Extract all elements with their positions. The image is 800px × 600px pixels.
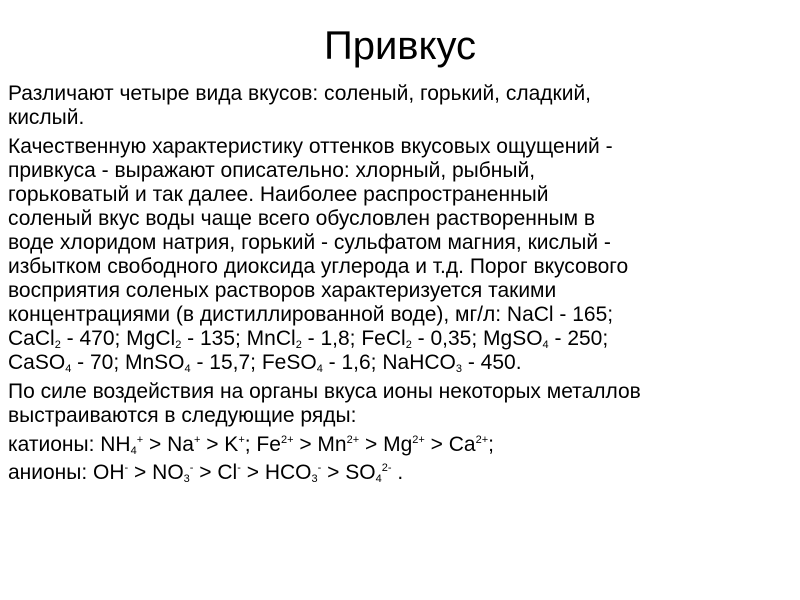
text-line: Качественную характеристику оттенков вкусовых ощущений - — [8, 135, 613, 158]
superscript: 2+ — [475, 434, 489, 446]
formula-text: - 1,8; FeCl — [301, 327, 406, 350]
formula-text: - 15,7; FeSO — [190, 351, 317, 374]
formula-text: > SO — [321, 461, 376, 484]
formula-text: ; Fe — [244, 433, 281, 456]
formula-text: ; — [488, 433, 494, 456]
superscript: + — [136, 434, 144, 446]
formula-text: - 250; — [548, 327, 609, 350]
superscript: - — [124, 462, 129, 474]
subscript: 3 — [183, 473, 190, 485]
slide-title: Привкус — [323, 24, 477, 68]
subscript: 4 — [184, 363, 191, 375]
subscript: 4 — [375, 473, 382, 485]
formula-text: - 70; MnSO — [71, 351, 185, 374]
superscript: + — [238, 434, 245, 446]
slide-body — [8, 82, 792, 489]
subscript: 3 — [311, 473, 318, 485]
formula-text: - 470; MgCl — [60, 327, 176, 350]
text-line: выстраиваются в следующие ряды: — [8, 404, 357, 427]
cations-series — [8, 433, 792, 457]
text-line: избытком свободного диоксида углерода и т.д. Порог вкусового — [8, 255, 629, 278]
formula-text: > NO — [128, 461, 184, 484]
formula-text: - 0,35; MgSO — [411, 327, 543, 350]
paragraph-ion-series — [8, 380, 792, 428]
subscript: 4 — [542, 339, 549, 351]
formula-text: . — [391, 461, 404, 484]
superscript: + — [193, 434, 201, 446]
superscript: - — [189, 462, 194, 474]
text-line: воде хлоридом натрия, горький - сульфатом магния, кислый - — [8, 231, 611, 254]
subscript: 4 — [130, 445, 137, 457]
superscript: 2+ — [280, 434, 294, 446]
text-line: горьковатый и так далее. Наиболее распространенный — [8, 183, 549, 206]
text-line: восприятия соленых растворов характеризуется такими — [8, 279, 557, 302]
formula-text: - 1,6; NaHCO — [322, 351, 456, 374]
superscript: - — [237, 462, 241, 474]
formula-text: > K — [200, 433, 239, 456]
text-line: привкуса - выражают описательно: хлорный, рыбный, — [8, 159, 536, 182]
anions-series — [8, 461, 792, 485]
subscript: 2 — [405, 339, 412, 351]
formula-text: > HCO — [240, 461, 312, 484]
formula-text: CaCl — [8, 327, 55, 350]
formula-line-sulfates — [8, 351, 792, 375]
text-line: Различают четыре вида вкусов: соленый, горький, сладкий, — [8, 82, 592, 105]
subscript: 4 — [65, 363, 72, 375]
formula-text: > Na — [143, 433, 194, 456]
paragraph-taste-types — [8, 82, 792, 130]
superscript: - — [317, 462, 322, 474]
formula-text: анионы: OH — [8, 461, 125, 484]
formula-text: CaSO — [8, 351, 66, 374]
formula-text: > Cl — [193, 461, 238, 484]
formula-text: > Mg — [359, 433, 413, 456]
formula-text: > Mn — [293, 433, 347, 456]
subscript: 4 — [316, 363, 323, 375]
formula-text: - 450. — [462, 351, 522, 374]
formula-text: катионы: NH — [8, 433, 131, 456]
text-line: По силе воздействия на органы вкуса ионы некоторых металлов — [8, 380, 641, 403]
formula-line-chlorides — [8, 327, 792, 351]
text-line: кислый. — [8, 106, 85, 129]
subscript: 2 — [295, 339, 302, 351]
formula-text: > Ca — [424, 433, 476, 456]
text-line: соленый вкус воды чаще всего обусловлен растворенным в — [8, 207, 595, 230]
subscript: 3 — [455, 363, 462, 375]
superscript: 2- — [381, 462, 392, 474]
superscript: 2+ — [346, 434, 360, 446]
paragraph-aftertaste-description — [8, 135, 792, 375]
subscript: 2 — [54, 339, 61, 351]
formula-text: - 135; MnCl — [181, 327, 296, 350]
subscript: 2 — [175, 339, 182, 351]
text-line: концентрациями (в дистиллированной воде), мг/л: NaCl - 165; — [8, 303, 614, 326]
superscript: 2+ — [412, 434, 425, 446]
